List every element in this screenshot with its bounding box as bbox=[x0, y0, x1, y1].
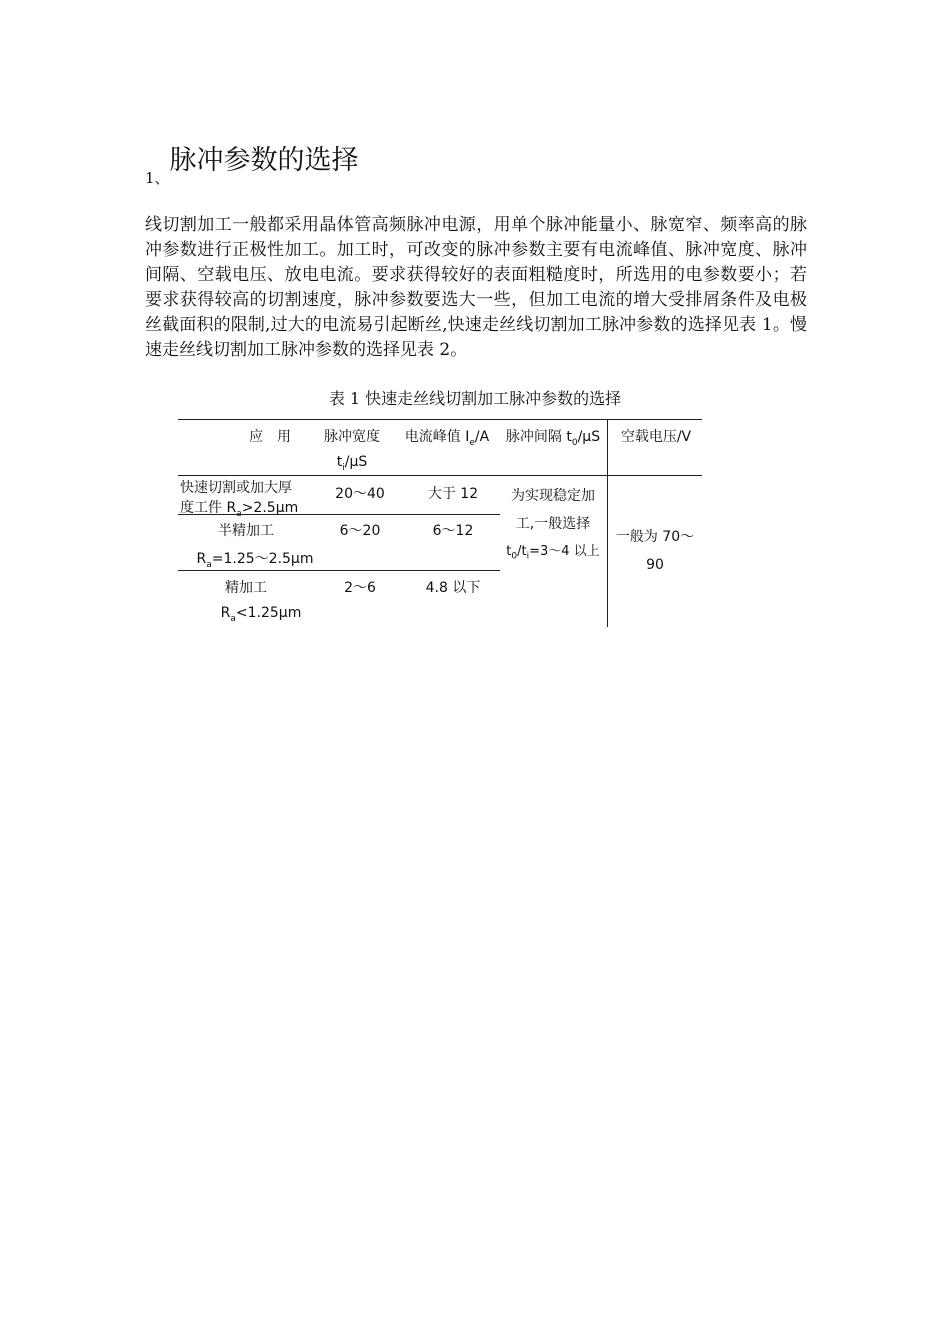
row1-pulse-width: 20～40 bbox=[335, 486, 385, 502]
table-caption: 表 1 快速走丝线切割加工脉冲参数的选择 bbox=[328, 389, 622, 408]
row3-pulse-width: 2～6 bbox=[344, 580, 376, 596]
row2-pulse-width: 6～20 bbox=[339, 523, 381, 539]
section-heading bbox=[145, 138, 359, 187]
row2-bottom-rule bbox=[178, 570, 500, 571]
interval-merged-cell: 为实现稳定加 工,一般选择 $t_0/t_i=3\sim 4$ 以上 bbox=[506, 488, 600, 562]
section-title: 脉冲参数的选择 bbox=[169, 145, 359, 176]
table-top-rule bbox=[178, 419, 702, 420]
header-bottom-rule bbox=[178, 475, 702, 476]
section-number: 1、 bbox=[145, 169, 170, 187]
voltage-column-divider bbox=[607, 419, 608, 627]
header-no-load-voltage: 空载电压/V bbox=[620, 429, 692, 445]
row1-peak-current: 大于 12 bbox=[427, 486, 479, 502]
header-pulse-width: 脉冲宽度 $t_i/\mu S$ bbox=[324, 429, 380, 473]
row2-peak-current: 6～12 bbox=[432, 523, 474, 539]
row3-application: 精加工 $R_a<1.25\mu m$ bbox=[220, 580, 302, 624]
voltage-merged-cell: 一般为 70～ 90 bbox=[615, 529, 695, 573]
row2-application: 半精加工 $R_a=1.25\sim 2.5\mu m$ bbox=[196, 523, 314, 570]
header-application: 应 用 bbox=[249, 429, 291, 445]
header-peak-current: 电流峰值 $I_e/A$ bbox=[404, 429, 490, 448]
row3-peak-current: 4.8 以下 bbox=[425, 580, 481, 596]
header-pulse-interval: 脉冲间隔 $t_0/\mu S$ bbox=[505, 429, 601, 448]
body-paragraph: 线切割加工一般都采用晶体管高频脉冲电源，用单个脉冲能量小、脉宽窄、频率高的脉冲参数进行正极性加工。加工时，可改变的脉冲参数主要有电流峰值、脉冲宽度、脉冲间隔、空载电压、放电电流。要求获得较好的表面粗糙度时，所选用的电参数要小；若要求获得较高的切割速度，脉冲参数要选大一些，但加工电流的增大受排屑条件及电极丝截面积的限制,过大的电流易引起断丝,快速走丝线切割加工脉冲参数的选择见表 1。慢速走丝线切割加工脉冲参数的选择见表 2。 bbox=[145, 215, 807, 360]
row1-application: 快速切割或加大厚 度工件 $R_a>2.5\mu m$ bbox=[180, 480, 299, 519]
